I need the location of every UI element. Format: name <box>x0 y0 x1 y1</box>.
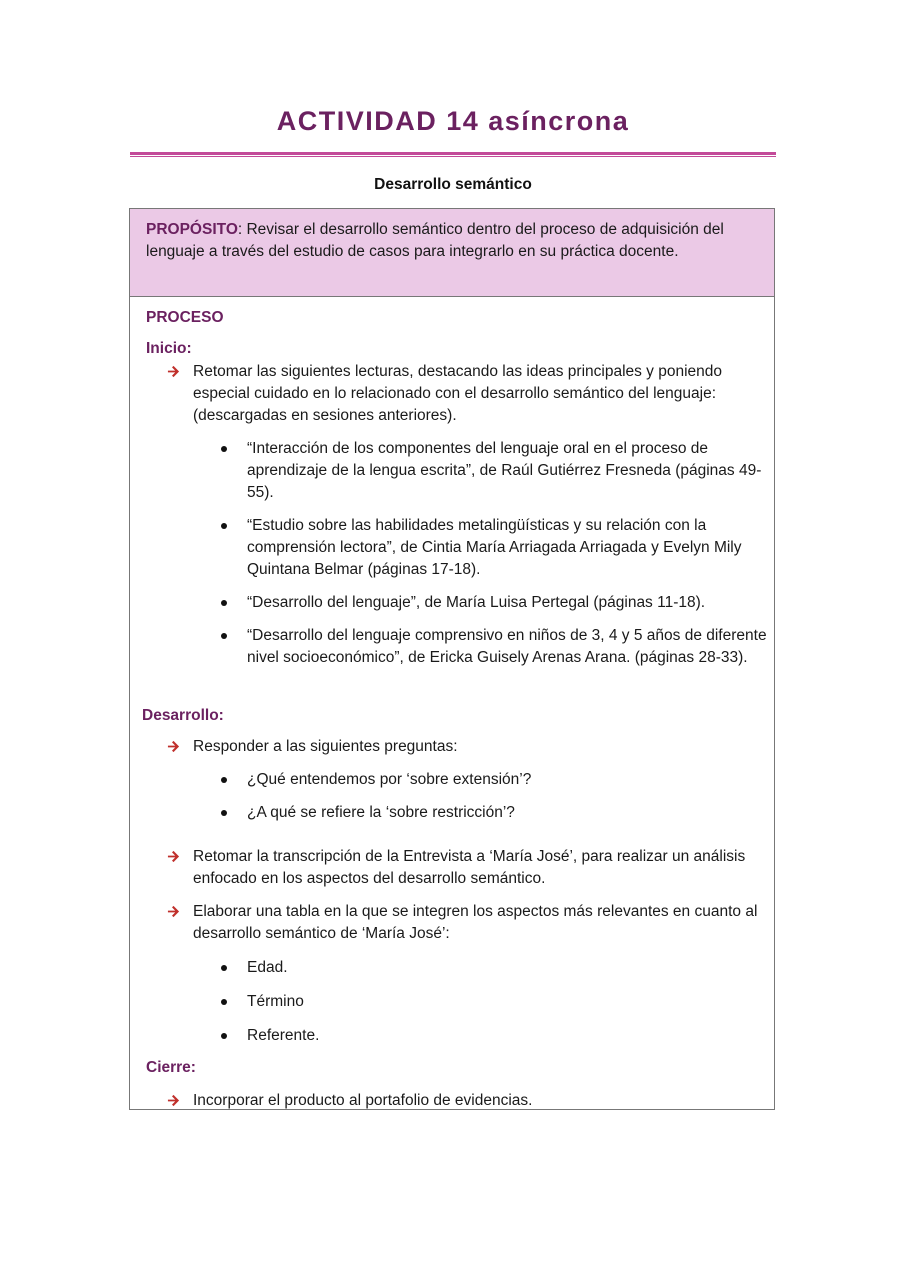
desarrollo-item-1-text: Responder a las siguientes preguntas: <box>193 738 458 755</box>
arrow-bullet-icon <box>167 905 180 918</box>
inicio-heading: Inicio: <box>146 340 192 357</box>
arrow-bullet-icon <box>167 850 180 863</box>
cierre-item-1-text: Incorporar el producto al portafolio de evidencias. <box>193 1092 533 1109</box>
inicio-item-1 <box>193 361 765 427</box>
desarrollo-heading: Desarrollo: <box>142 707 224 724</box>
desarrollo-item-1 <box>193 736 765 758</box>
desarrollo-item-3-text: Elaborar una tabla en la que se integren los aspectos más relevantes en cuanto al desarrollo semántico de ‘María José’: <box>193 903 758 942</box>
aspect-item: Término <box>247 991 767 1013</box>
title-divider <box>130 152 776 157</box>
aspect-item: Referente. <box>247 1025 767 1047</box>
purpose-text: : Revisar el desarrollo semántico dentro del proceso de adquisición del lenguaje a través del estudio de casos para integrarlo en su práctica docente. <box>146 221 724 260</box>
desarrollo-item-2-text: Retomar la transcripción de la Entrevista a ‘María José’, para realizar un análisis enfocado en los aspectos del desarrollo semántico. <box>193 848 746 887</box>
reading-item: “Desarrollo del lenguaje”, de María Luisa Pertegal (páginas 11-18). <box>247 592 767 614</box>
subtitle: Desarrollo semántico <box>374 176 532 193</box>
desarrollo-item-3 <box>193 901 765 945</box>
purpose-cell <box>130 209 774 297</box>
process-heading: PROCESO <box>146 309 224 326</box>
reading-item: “Interacción de los componentes del lenguaje oral en el proceso de aprendizaje de la lengua escrita”, de Raúl Gutiérrez Fresneda (páginas 49-55). <box>247 438 767 504</box>
arrow-bullet-icon <box>167 740 180 753</box>
question-item: ¿A qué se refiere la ‘sobre restricción’? <box>247 802 767 824</box>
activity-table <box>129 208 775 1110</box>
question-item: ¿Qué entendemos por ‘sobre extensión’? <box>247 769 767 791</box>
arrow-bullet-icon <box>167 365 180 378</box>
reading-item: “Desarrollo del lenguaje comprensivo en niños de 3, 4 y 5 años de diferente nivel socioeconómico”, de Ericka Guisely Arenas Arana. (páginas 28-33). <box>247 625 767 669</box>
reading-item: “Estudio sobre las habilidades metalingüísticas y su relación con la comprensión lectora”, de Cintia María Arriagada Arriagada y Evelyn Mily Quintana Belmar (páginas 17-18). <box>247 515 767 581</box>
desarrollo-item-2 <box>193 846 765 890</box>
cierre-item-1 <box>193 1090 765 1112</box>
arrow-bullet-icon <box>167 1094 180 1107</box>
aspect-item: Edad. <box>247 957 767 979</box>
page-title: ACTIVIDAD 14 asíncrona <box>276 106 630 136</box>
purpose-label: PROPÓSITO <box>146 221 238 238</box>
inicio-item-1-text: Retomar las siguientes lecturas, destacando las ideas principales y poniendo especial cuidado en lo relacionado con el desarrollo semántico del lenguaje: (descargadas en sesiones anteriores). <box>193 363 723 424</box>
cierre-heading: Cierre: <box>146 1059 196 1076</box>
